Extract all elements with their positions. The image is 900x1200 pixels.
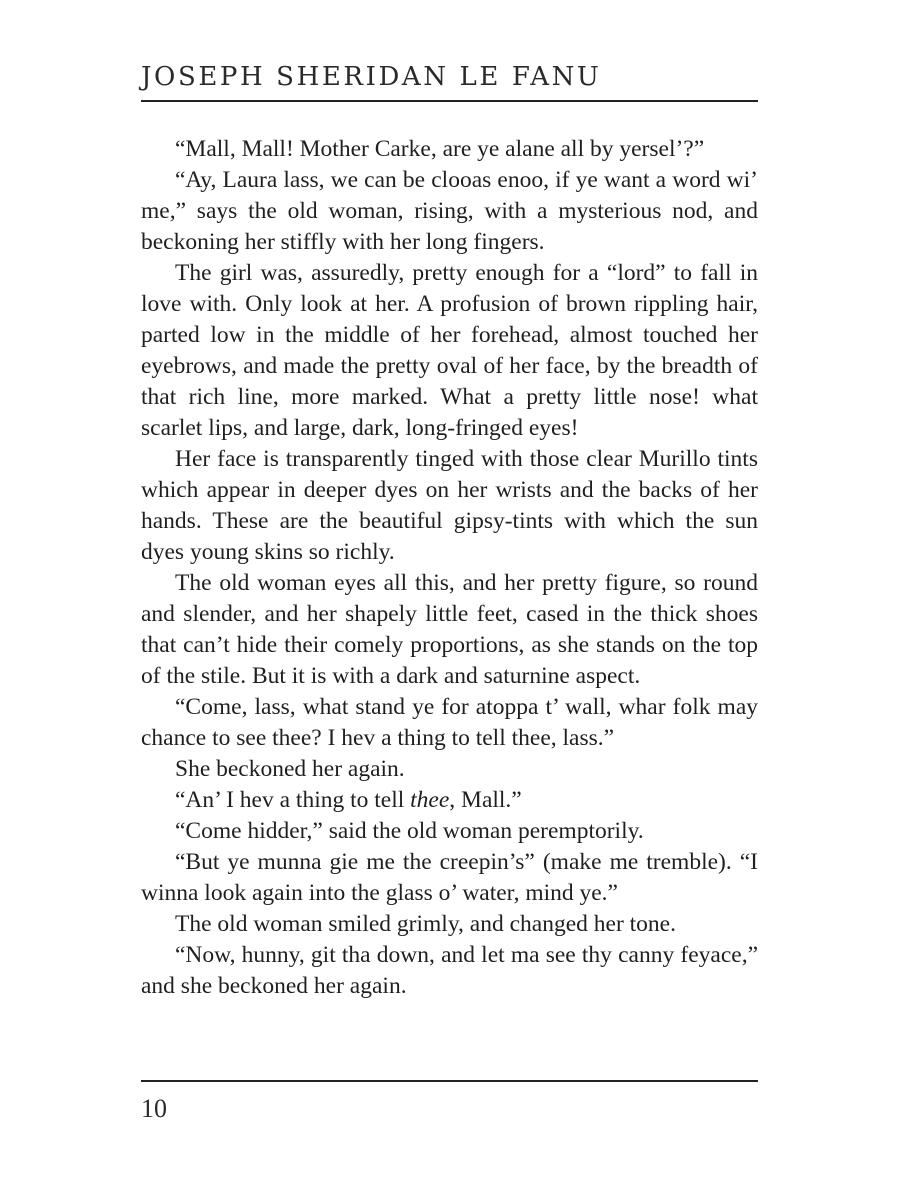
paragraph: “Mall, Mall! Mother Carke, are ye alane all by yersel’?”	[175, 136, 705, 162]
running-head: JOSEPH SHERIDAN LE FANU	[141, 62, 602, 92]
footer-rule	[141, 1080, 758, 1082]
paragraph: Her face is transparently tinged with those clear Murillo tints which appear in deeper dyes on her wrists and the backs of her hands. These are the beautiful gipsy-tints with which the sun dyes young skins so richly.	[141, 446, 758, 565]
paragraph: “Now, hunny, git tha down, and let ma see thy canny feyace,” and she beckoned her again.	[141, 942, 758, 999]
text-span: , Mall.”	[449, 787, 522, 813]
paragraph: “But ye munna gie me the creepin’s” (make me tremble). “I winna look again into the glass o’ water, mind ye.”	[141, 849, 758, 906]
paragraph: “Ay, Laura lass, we can be clooas enoo, if ye want a word wi’ me,” says the old woman, rising, with a mysterious nod, and beckoning her stiffly with her long fingers.	[141, 167, 758, 255]
paragraph: “Come hidder,” said the old woman peremptorily.	[175, 818, 644, 844]
paragraph: The old woman eyes all this, and her pretty figure, so round and slender, and her shapely little feet, cased in the thick shoes that can’t hide their comely proportions, as she stands on the top of the stile. But it is with a dark and saturnine aspect.	[141, 570, 758, 689]
header-rule	[141, 100, 758, 102]
paragraph: “Come, lass, what stand ye for atoppa t’ wall, whar folk may chance to see thee? I hev a thing to tell thee, lass.”	[141, 694, 758, 751]
page-number: 10	[141, 1094, 167, 1123]
text-span: “An’ I hev a thing to tell	[175, 787, 411, 813]
paragraph	[141, 785, 758, 816]
paragraph: She beckoned her again.	[175, 756, 405, 782]
paragraph: The girl was, assuredly, pretty enough for a “lord” to fall in love with. Only look at her. A profusion of brown rippling hair, parted low in the middle of her forehead, almost touched her eyebrows, and made the pretty oval of her face, by the breadth of that rich line, more marked. What a pretty little nose! what scarlet lips, and large, dark, long-fringed eyes!	[141, 260, 758, 441]
emphasis: thee	[410, 787, 450, 813]
body-text	[141, 134, 758, 1002]
paragraph: The old woman smiled grimly, and changed her tone.	[175, 911, 676, 937]
